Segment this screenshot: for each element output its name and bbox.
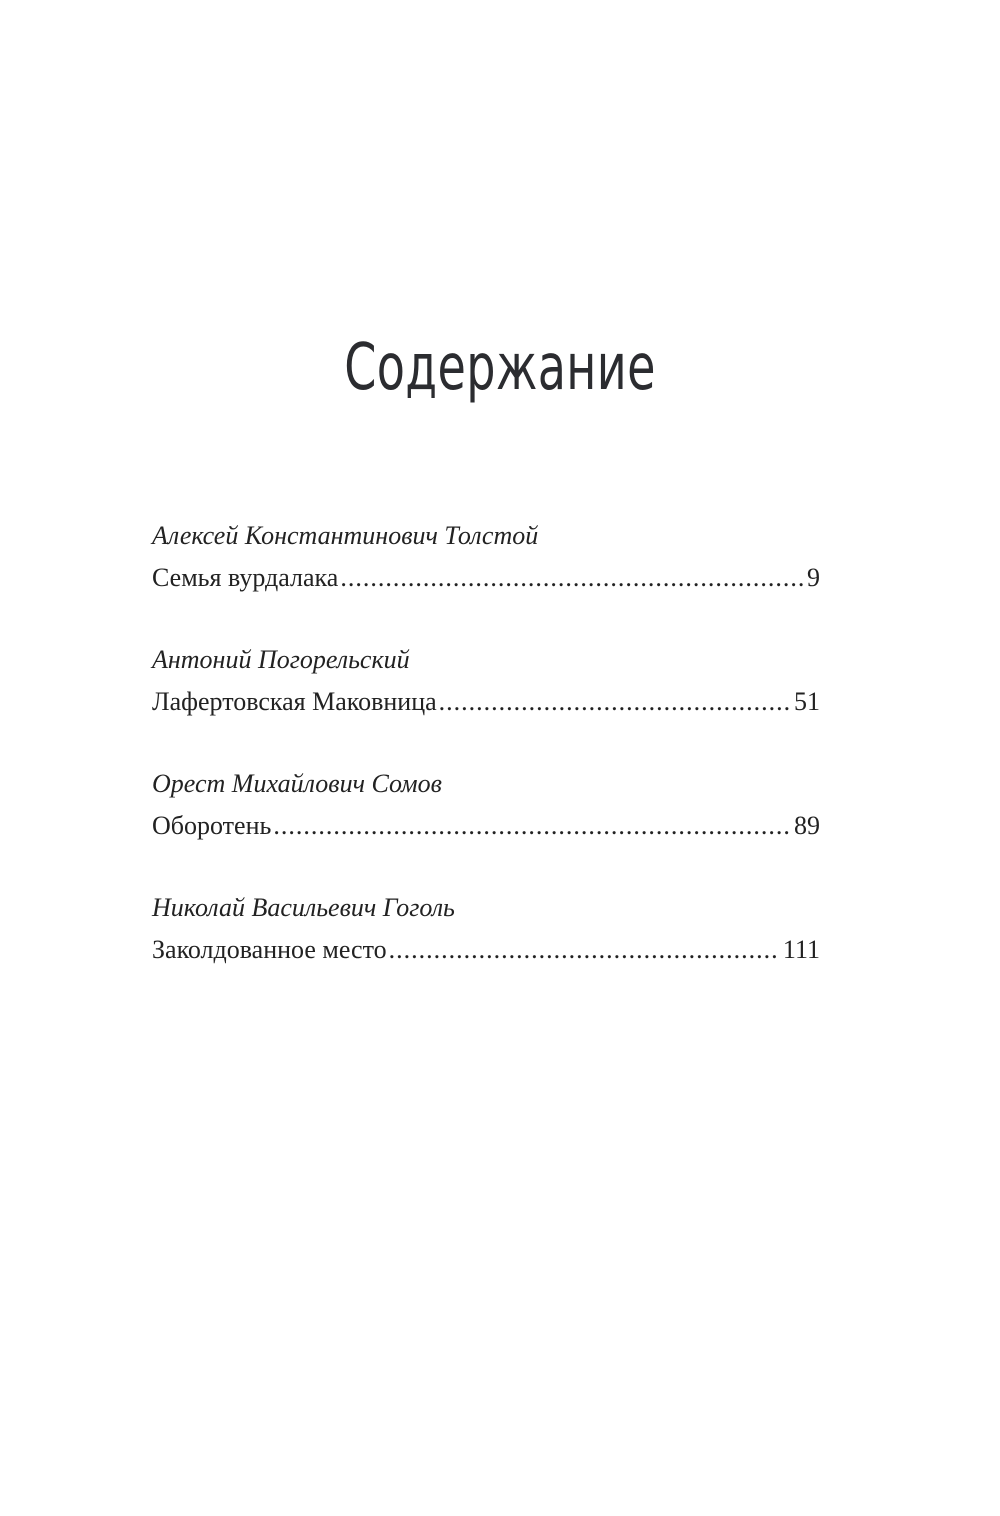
toc-author: Орест Михайлович Сомов (152, 769, 442, 798)
dot-leader (273, 805, 791, 847)
toc-work-line[interactable] (152, 557, 820, 599)
toc-work-title: Оборотень (152, 811, 272, 840)
toc-author: Алексей Константинович Толстой (152, 521, 539, 550)
toc-author: Антоний Погорельский (152, 645, 410, 674)
toc-entry (152, 639, 820, 763)
toc-entry (152, 887, 820, 1011)
toc-entry (152, 763, 820, 887)
toc-work-line[interactable] (152, 929, 820, 971)
toc-work-title: Семья вурдалака (152, 563, 339, 592)
page-title: Содержание (344, 331, 656, 405)
table-of-contents (152, 515, 820, 1011)
dot-leader (340, 557, 804, 599)
toc-work-line[interactable] (152, 681, 820, 723)
dot-leader (389, 929, 780, 971)
toc-page-number: 89 (794, 811, 820, 840)
toc-work-line[interactable] (152, 805, 820, 847)
toc-work-title: Заколдованное место (152, 935, 387, 964)
toc-page-number: 9 (807, 563, 820, 592)
toc-author: Николай Васильевич Гоголь (152, 893, 455, 922)
toc-work-title: Лафертовская Маковница (152, 687, 437, 716)
toc-page-number: 51 (794, 687, 820, 716)
toc-entry (152, 515, 820, 639)
dot-leader (439, 681, 791, 723)
toc-page-number: 111 (782, 935, 820, 964)
